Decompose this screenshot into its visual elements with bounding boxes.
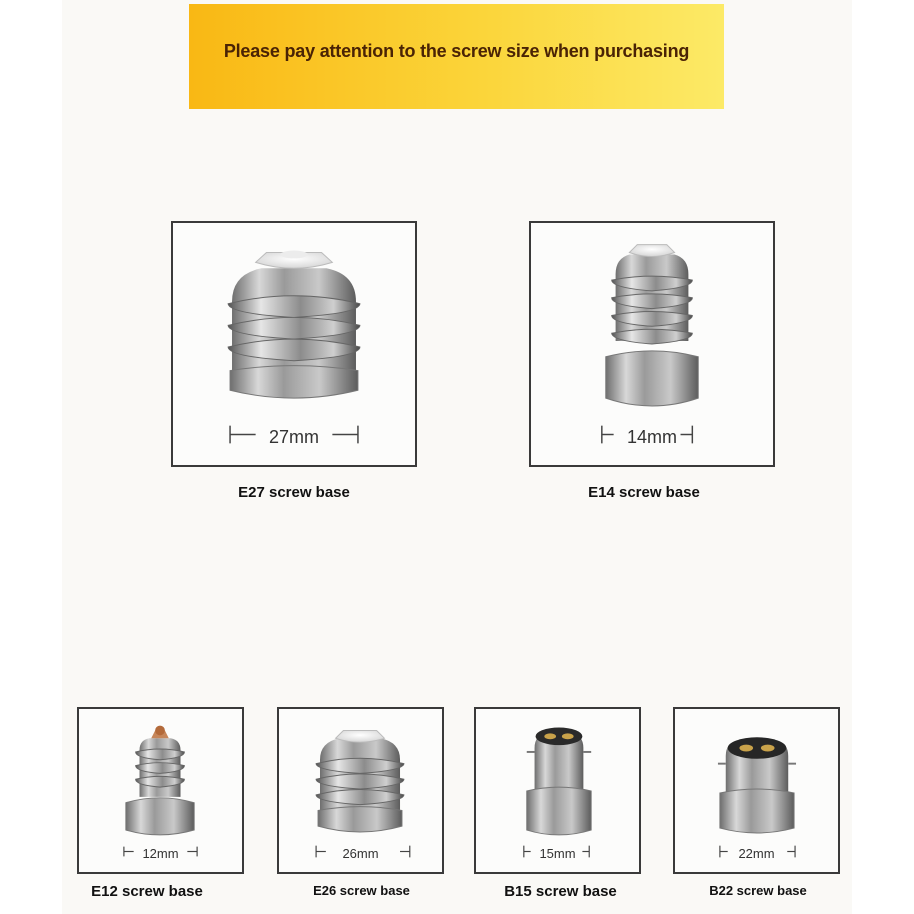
b15-dimension: 15mm xyxy=(539,846,576,861)
base-card-e14 xyxy=(529,221,775,467)
e26-dimension: 26mm xyxy=(342,846,379,861)
e14-caption: E14 screw base xyxy=(588,484,700,501)
e27-dimension: 27mm xyxy=(268,427,319,447)
notice-text: Please pay attention to the screw size when purchasing xyxy=(223,41,690,61)
base-card-e12 xyxy=(77,707,244,874)
b15-caption: B15 screw base xyxy=(504,883,617,900)
b22-dimension: 22mm xyxy=(738,846,775,861)
e14-dimension: 14mm xyxy=(626,427,677,447)
base-card-e27 xyxy=(171,221,417,467)
e12-caption: E12 screw base xyxy=(91,883,203,900)
e26-caption: E26 screw base xyxy=(313,883,410,898)
notice-banner xyxy=(189,4,724,109)
base-card-b22 xyxy=(673,707,840,874)
b22-caption: B22 screw base xyxy=(709,883,807,898)
e27-caption: E27 screw base xyxy=(238,484,350,501)
base-card-e26 xyxy=(277,707,444,874)
e12-dimension: 12mm xyxy=(142,846,179,861)
base-card-b15 xyxy=(474,707,641,874)
